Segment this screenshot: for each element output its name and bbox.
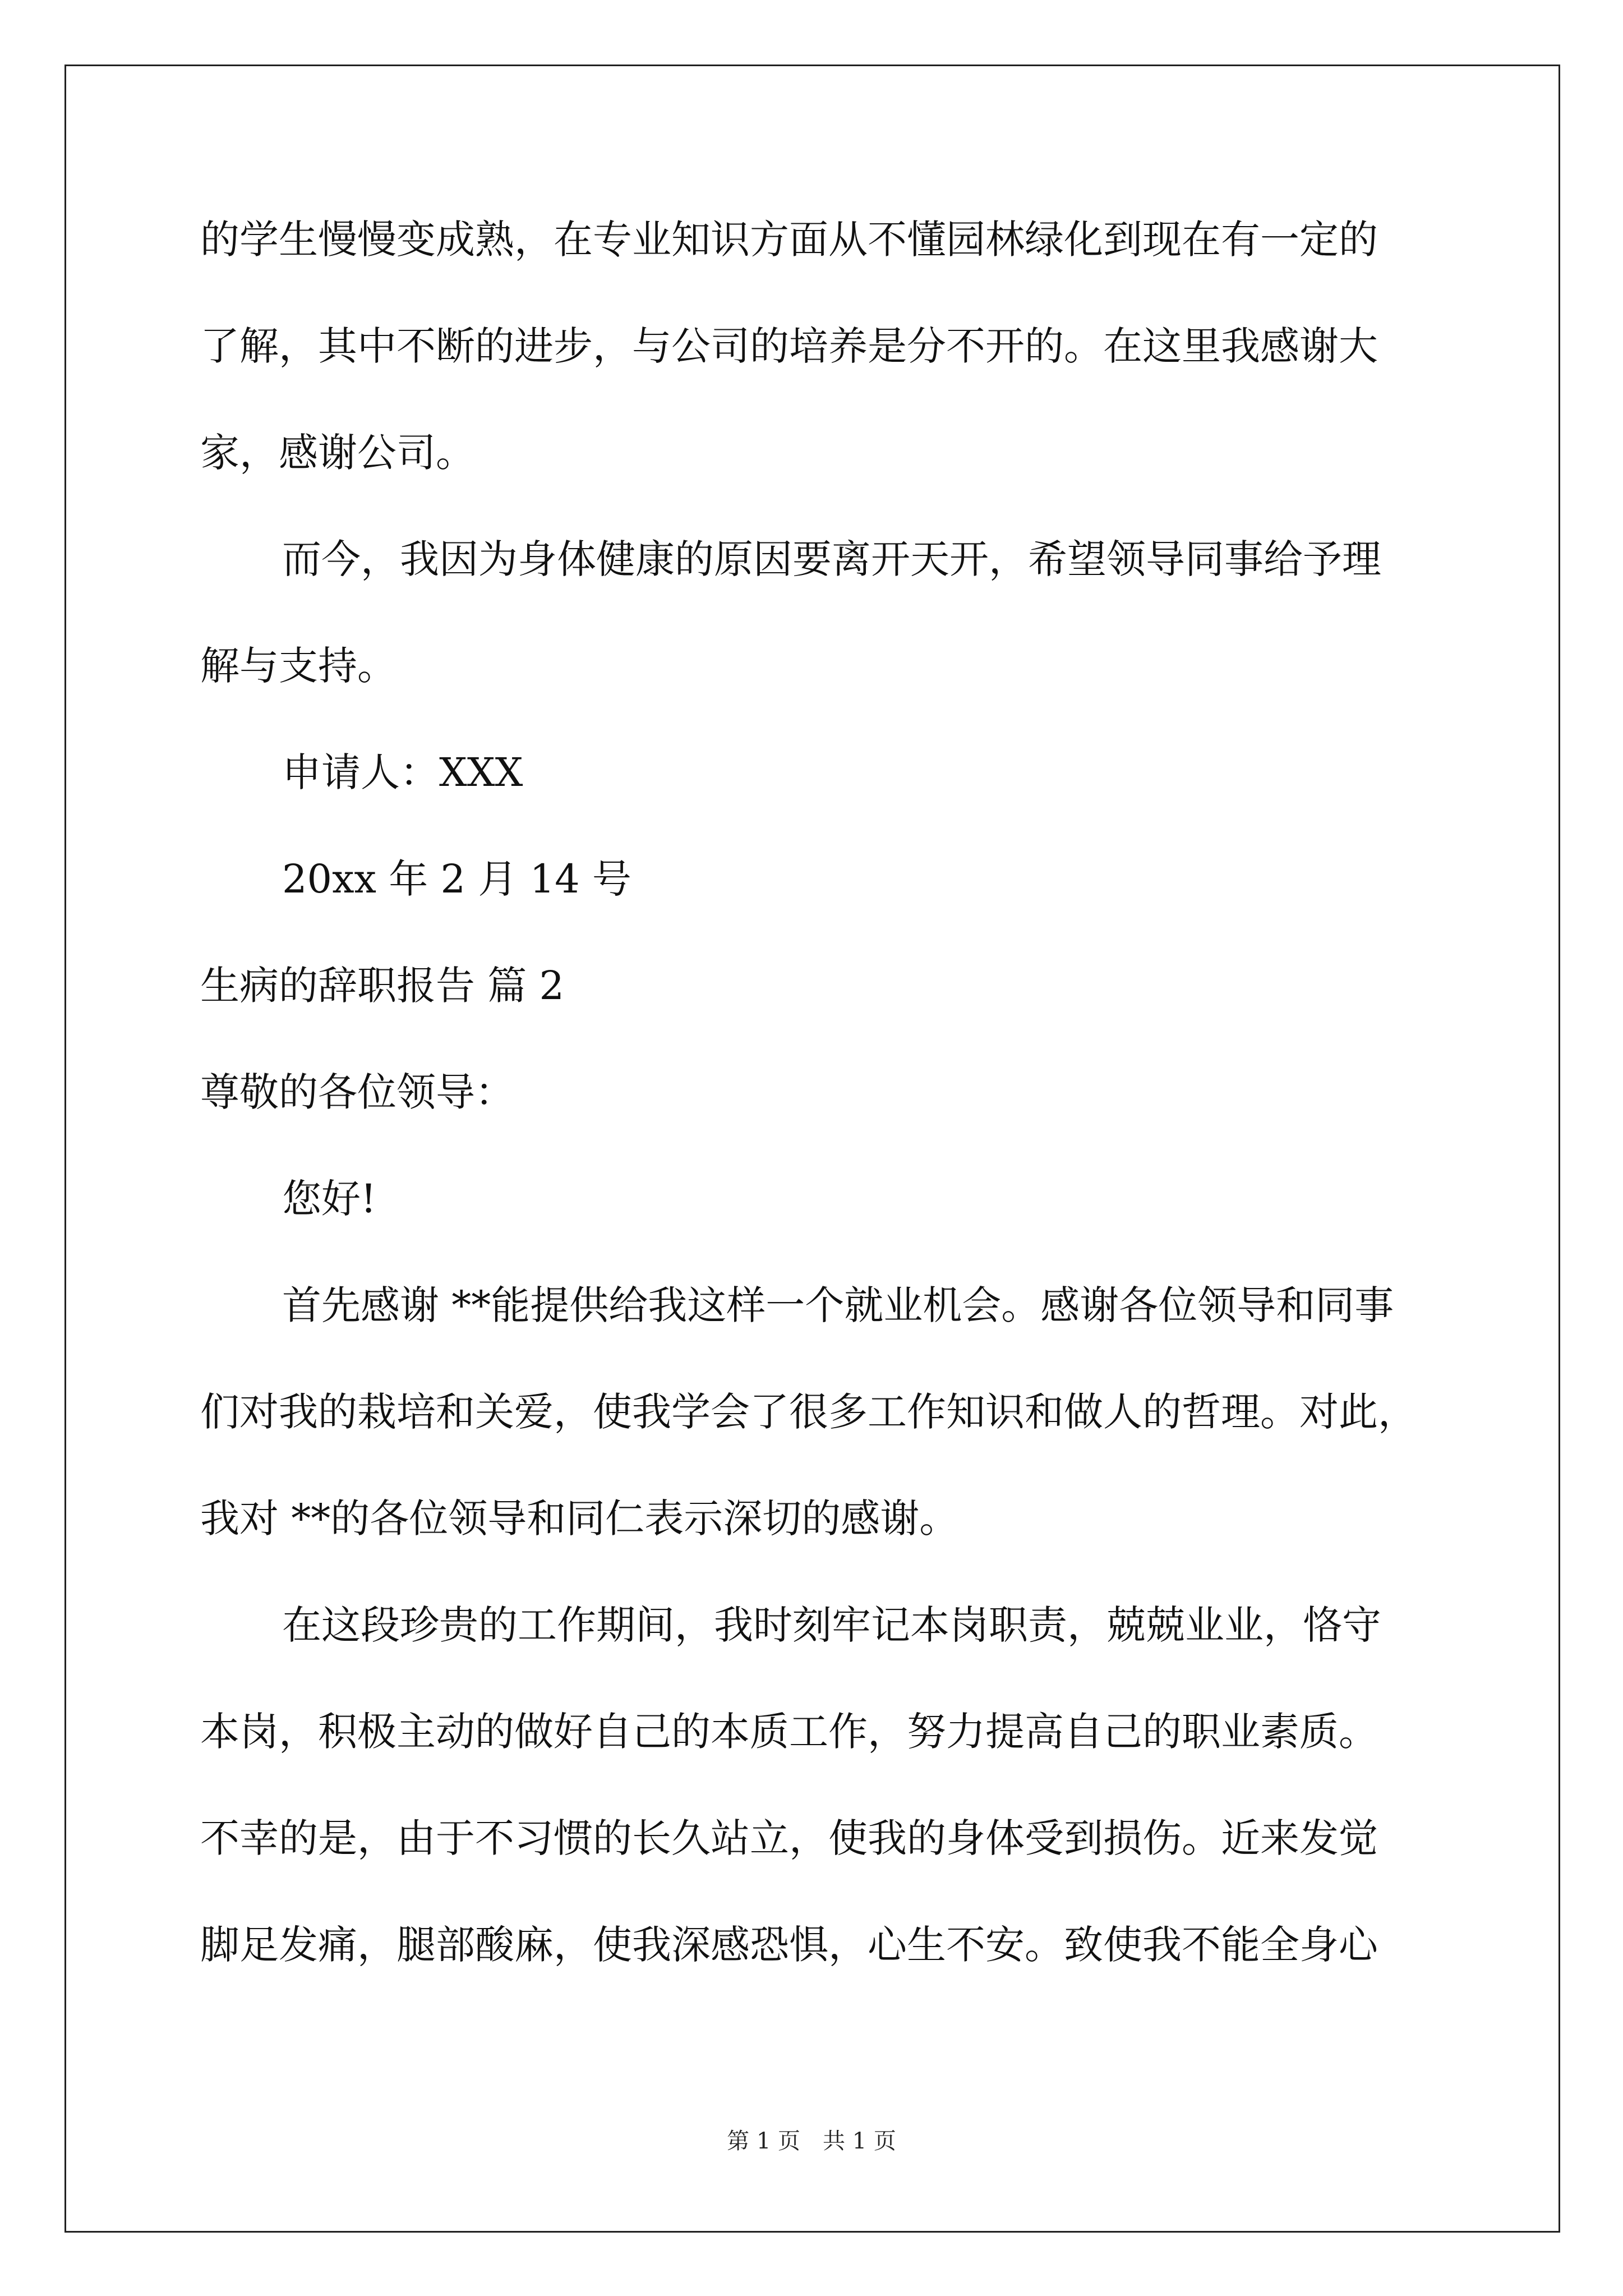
- page-number: 第 1 页: [727, 2128, 800, 2154]
- page-border: [64, 65, 1560, 2233]
- greeting: 您好!: [282, 1176, 377, 1222]
- text-line: 本岗，积极主动的做好自己的本质工作，努力提高自己的职业素质。: [200, 1709, 1378, 1755]
- text-line: 家，感谢公司。: [200, 430, 475, 476]
- salutation: 尊敬的各位领导：: [200, 1069, 514, 1115]
- text-line: 了解，其中不断的进步，与公司的培养是分不开的。在这里我感谢大: [200, 323, 1378, 369]
- text-line: 而今，我因为身体健康的原因要离开天开，希望领导同事给予理: [282, 536, 1381, 582]
- signature-line: 申请人：XXX: [282, 749, 523, 795]
- text-line: 首先感谢 **能提供给我这样一个就业机会。感谢各位领导和同事: [282, 1282, 1394, 1328]
- section-heading: 生病的辞职报告 篇 2: [200, 963, 565, 1009]
- text-line: 解与支持。: [200, 643, 396, 689]
- date-line: 20xx 年 2 月 14 号: [282, 856, 631, 902]
- text-line: 在这段珍贵的工作期间，我时刻牢记本岗职责，兢兢业业，恪守: [282, 1602, 1381, 1648]
- text-line: 我对 **的各位领导和同仁表示深切的感谢。: [200, 1496, 959, 1542]
- text-line: 不幸的是，由于不习惯的长久站立，使我的身体受到损伤。近来发觉: [200, 1815, 1378, 1861]
- page-total: 共 1 页: [823, 2128, 896, 2154]
- text-line: 脚足发痛，腿部酸麻，使我深感恐惧，心生不安。致使我不能全身心: [200, 1922, 1378, 1968]
- text-line: 们对我的栽培和关爱，使我学会了很多工作知识和做人的哲理。对此，: [200, 1389, 1417, 1435]
- text-line: 的学生慢慢变成熟，在专业知识方面从不懂园林绿化到现在有一定的: [200, 217, 1378, 263]
- page-footer: [0, 2127, 1623, 2155]
